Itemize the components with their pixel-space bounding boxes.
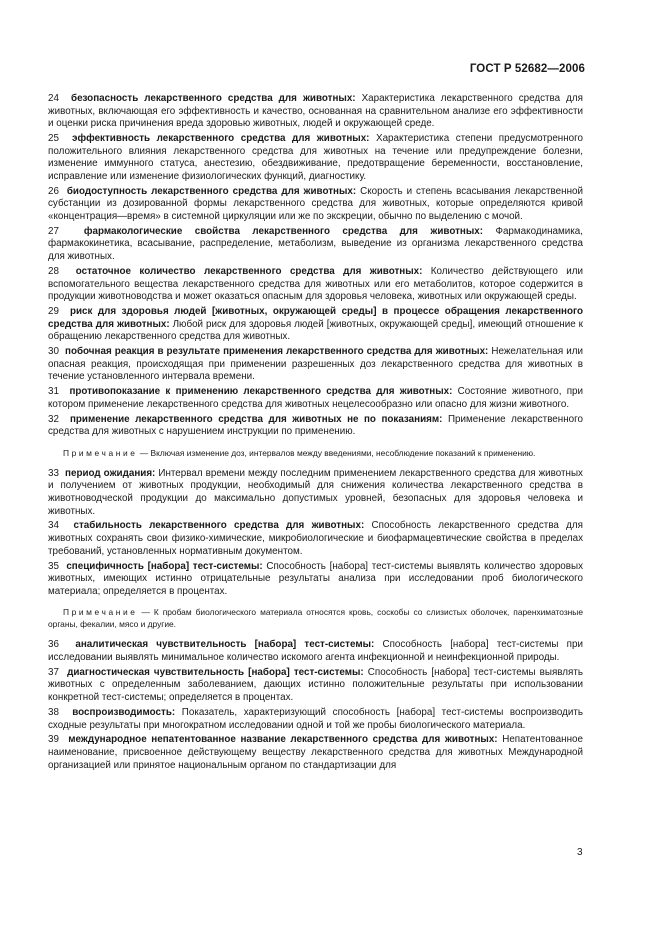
term-title: побочная реакция в результате применения лекарственного средства для животных:	[65, 346, 489, 358]
note-1	[48, 447, 583, 459]
term-number: 29	[48, 305, 59, 317]
note-label: Примечание	[63, 607, 138, 618]
term-number: 27	[48, 225, 59, 237]
term-title: воспроизводимость:	[72, 706, 176, 718]
term-number: 26	[48, 185, 59, 197]
term-number: 36	[48, 639, 59, 651]
term-title: специфичность [набора] тест-системы:	[66, 560, 263, 572]
note-2	[48, 606, 583, 630]
term-definition: Характеристика лекарственного средства для животных, включающая его эффективность и качество, основанная на сравнительном анализе его эффективности и оценки риска причинения вреда здоровью животных, людей и окружающей среде.	[48, 93, 583, 130]
term-definition: Способность [набора] тест-системы выявлять количество здоровых животных, имеющих истинно отрицательные результаты анализа при исследовании проб биологического материала; определяется в процентах.	[48, 560, 583, 597]
note-text: — К пробам биологического материала относятся кровь, соскобы со слизистых оболочек, паренхиматозные органы, фекалии, мясо и другие.	[48, 607, 583, 630]
term-entry-39	[48, 734, 583, 772]
term-definition: Количество действующего или вспомогательного вещества лекарственного средства для животных или его метаболитов, которое содержится в продукции животноводства и может оказаться опасным для здоровья человека, животных или окружающей среды.	[48, 265, 583, 303]
term-title: фармакологические свойства лекарственного средства для животных:	[83, 225, 484, 237]
term-entry-26	[48, 186, 583, 224]
term-entry-38	[48, 707, 583, 732]
term-number: 34	[48, 520, 59, 532]
term-title: безопасность лекарственного средства для животных:	[70, 93, 356, 104]
term-number: 39	[48, 734, 59, 746]
term-definition: Способность [набора] тест-системы при исследовании выявлять минимальное количество искомого агента инфекционной и неинфекционной природы.	[48, 639, 583, 663]
note-label: Примечание	[63, 447, 138, 458]
term-title: аналитическая чувствительность [набора] тест-системы:	[75, 639, 375, 651]
term-title: международное непатентованное название лекарственного средства для животных:	[68, 734, 498, 746]
term-definition: Способность [набора] тест-системы выявлять животных с определенным заболеванием, дающих истинно положительные результаты при использовании конкретной тест-системы; определяется в процентах.	[48, 666, 583, 704]
term-entry-28	[48, 266, 583, 304]
term-definition: Способность лекарственного средства для животных сохранять свои физико-химические, микробиологические и биофармацевтические свойства в пределах требований, установленных нормативным документом.	[48, 520, 583, 557]
term-definition: Непатентованное наименование, присвоенное действующему веществу лекарственного средства для животных Международной организацией или принятое национальным органом по стандартизации для	[48, 734, 583, 771]
term-title: противопоказание к применению лекарственного средства для животных:	[69, 386, 453, 398]
term-entry-33	[48, 468, 583, 518]
term-number: 35	[48, 560, 59, 572]
term-definition: Применение лекарственного средства для животных с нарушением инструкции по применению.	[48, 413, 583, 438]
term-number: 38	[48, 706, 59, 718]
term-entry-35	[48, 561, 583, 599]
term-title: остаточное количество лекарственного средства для животных:	[75, 265, 423, 277]
term-definition: Скорость и степень всасывания лекарственной субстанции из дозированной формы лекарственного средства для животных, которые определяются кривой «концентрация—время» в системной циркуляции или же по экскреции, обычно по выделению с мочой.	[48, 185, 583, 222]
term-definition: Показатель, характеризующий способность [набора] тест-системы воспроизводить сходные результаты при многократном исследовании одной и той же пробы биологического материала.	[48, 706, 583, 731]
term-number: 32	[48, 413, 59, 425]
term-number: 30	[48, 346, 59, 358]
term-title: риск для здоровья людей [животных, окружающей среды] в процессе обращения лекарственного средства для животных:	[48, 305, 583, 330]
term-title: применение лекарственного средства для животных не по показаниям:	[69, 413, 443, 425]
document-id: ГОСТ Р 52682—2006	[469, 63, 585, 75]
note-text: — Включая изменение доз, интервалов между введениями, несоблюдение показаний к применению.	[137, 447, 536, 458]
term-title: стабильность лекарственного средства для животных:	[73, 520, 365, 532]
term-number: 25	[48, 133, 59, 145]
term-definition: Фармакодинамика, фармакокинетика, всасывание, распределение, метаболизм, выведение из организма лекарственного средства для животных.	[48, 225, 583, 263]
term-entry-37	[48, 667, 583, 705]
term-title: диагностическая чувствительность [набора] тест-системы:	[67, 666, 364, 678]
term-entry-36	[48, 639, 583, 664]
term-number: 33	[48, 467, 59, 479]
term-entry-25	[48, 133, 583, 183]
term-entry-30	[48, 346, 583, 384]
term-title: период ожидания:	[65, 467, 156, 479]
term-number: 24	[48, 93, 59, 104]
term-entry-29	[48, 306, 583, 344]
term-entry-24	[48, 93, 583, 131]
term-entry-34	[48, 520, 583, 558]
term-number: 31	[48, 386, 59, 398]
page-number: 3	[577, 847, 583, 858]
term-definition: Характеристика степени предусмотренного положительного влияния лекарственного средства для животных на течение или предупреждение болезни, изменение иммунного статуса, анестезию, обездвиживание, предотвращение беременности, восстановление, исправление или изменение физиологических функций, диагностику.	[48, 133, 584, 182]
term-definition: Любой риск для здоровья людей [животных, окружающей среды], имеющий отношение к обращению лекарственного средства для животных.	[48, 318, 583, 343]
term-title: биодоступность лекарственного средства для животных:	[66, 185, 357, 197]
term-number: 37	[48, 666, 59, 678]
term-definition: Состояние животного, при котором применение лекарственного средства для животных нецелесообразно или опасно для жизни животного.	[48, 386, 583, 410]
term-definition: Интервал времени между последним применением лекарственного средства для животных и получением от животных продукции, необходимый для снижения количества лекарственного средства в животноводческой продукции до максимально допустимых уровней, безопасных для здоровья человека и животных.	[48, 467, 583, 517]
term-definition: Нежелательная или опасная реакция, происходящая при применении разрешенных доз лекарственного средства для животных в течение установленного интервала времени.	[48, 346, 583, 383]
term-entry-31	[48, 386, 583, 411]
term-entry-32	[48, 414, 583, 439]
term-number: 28	[48, 265, 59, 277]
term-entry-27	[48, 226, 583, 264]
terms-list	[48, 93, 583, 774]
term-title: эффективность лекарственного средства для животных:	[72, 133, 370, 145]
